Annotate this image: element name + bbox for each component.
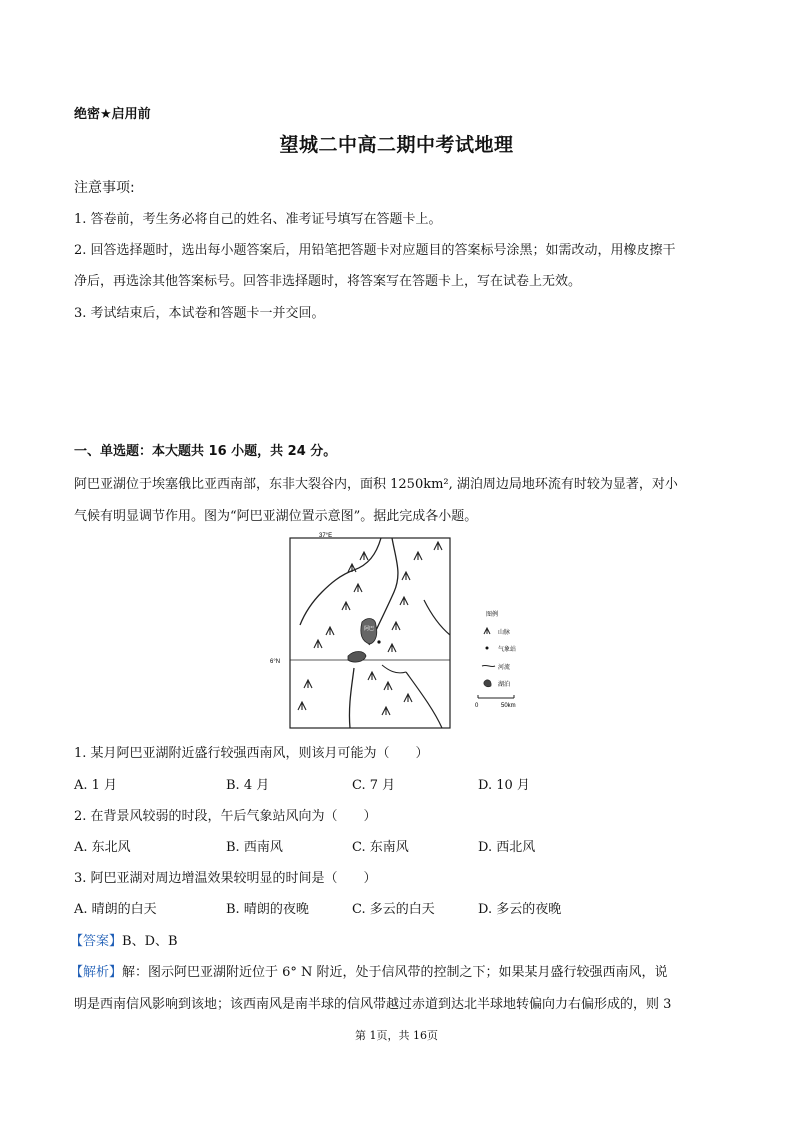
river-east xyxy=(424,600,450,635)
lake-location-map xyxy=(270,530,528,730)
notice-heading: 注意事项: xyxy=(74,180,135,196)
notice-item-2-cont: 净后，再选涂其他答案标号。回答非选择题时，将答案写在答题卡上，写在试卷上无效。 xyxy=(74,274,582,289)
river-northwest xyxy=(300,538,381,625)
question-1-option-d: D. 10 月 xyxy=(478,778,530,793)
analysis-label: 【解析】 xyxy=(70,965,123,980)
confidential-label: 绝密★启用前 xyxy=(74,107,151,122)
legend-station-icon xyxy=(486,647,489,650)
legend-lake-icon xyxy=(484,680,491,687)
latitude-label: 6°N xyxy=(270,659,281,665)
section-heading: 一、单选题：本大题共 16 小题，共 24 分。 xyxy=(74,444,337,459)
notice-item-3: 3. 考试结束后，本试卷和答题卡一并交回。 xyxy=(74,306,325,321)
question-1-option-a: A. 1 月 xyxy=(74,778,118,793)
legend-mountain-icon xyxy=(484,628,490,634)
legend-lake: 湖泊 xyxy=(498,682,511,688)
question-1-option-c: C. 7 月 xyxy=(352,778,396,793)
answer-label: 【答案】 xyxy=(70,934,123,949)
river-link xyxy=(382,665,406,673)
notice-item-1: 1. 答卷前，考生务必将自己的姓名、准考证号填写在答题卡上。 xyxy=(74,212,442,227)
legend-station: 气象站 xyxy=(498,647,517,653)
longitude-label: 37°E xyxy=(319,533,333,539)
answer-text: B、D、B xyxy=(122,934,178,949)
scale-start: 0 xyxy=(475,703,479,709)
lake-label: 阿巴 xyxy=(364,626,375,632)
analysis-line-2: 明是西南信风影响到该地；该西南风是南半球的信风带越过赤道到达北半球地转偏向力右偏形成的，则 3 xyxy=(74,997,672,1012)
analysis-line-1 xyxy=(70,961,668,980)
question-3-option-b: B. 晴朗的夜晚 xyxy=(226,902,309,917)
question-1-option-b: B. 4 月 xyxy=(226,778,270,793)
legend-river-icon xyxy=(482,665,495,666)
notice-item-2: 2. 回答选择题时，选出每小题答案后，用铅笔把答题卡对应题目的答案标号涂黑；如需改动，用橡皮擦干 xyxy=(74,243,676,258)
question-3-stem: 3. 阿巴亚湖对周边增温效果较明显的时间是（ ） xyxy=(74,871,377,886)
question-2-option-d: D. 西北风 xyxy=(478,840,536,855)
chamo-lake xyxy=(348,652,366,663)
legend-title: 图例 xyxy=(486,612,499,618)
legend-river: 河流 xyxy=(498,665,511,671)
answer-line xyxy=(70,930,178,949)
intro-line-1: 阿巴亚湖位于埃塞俄比亚西南部，东非大裂谷内，面积 1250km², 湖泊周边局地环流有时较为显著，对小 xyxy=(74,477,678,492)
question-3-option-d: D. 多云的夜晚 xyxy=(478,902,562,917)
exam-title: 望城二中高二期中考试地理 xyxy=(279,134,514,156)
question-2-option-c: C. 东南风 xyxy=(352,840,409,855)
scale-end: 50km xyxy=(501,703,516,709)
analysis-text-1: 解：图示阿巴亚湖附近位于 6° N 附近，处于信风带的控制之下；如果某月盛行较强西南风，说 xyxy=(122,965,668,980)
weather-station-dot xyxy=(377,640,380,643)
question-1-stem: 1. 某月阿巴亚湖附近盛行较强西南风，则该月可能为（ ） xyxy=(74,746,429,761)
question-2-stem: 2. 在背景风较弱的时段，午后气象站风向为（ ） xyxy=(74,809,377,824)
page-footer: 第 1页，共 16页 xyxy=(355,1029,438,1042)
question-2-option-b: B. 西南风 xyxy=(226,840,283,855)
map-svg xyxy=(270,530,528,730)
question-2-option-a: A. 东北风 xyxy=(74,840,131,855)
question-3-option-a: A. 晴朗的白天 xyxy=(74,902,157,917)
question-3-option-c: C. 多云的白天 xyxy=(352,902,435,917)
river-south xyxy=(349,668,354,728)
intro-line-2: 气候有明显调节作用。图为“阿巴亚湖位置示意图”。据此完成各小题。 xyxy=(74,509,478,524)
legend-mountain: 山脉 xyxy=(498,630,511,636)
